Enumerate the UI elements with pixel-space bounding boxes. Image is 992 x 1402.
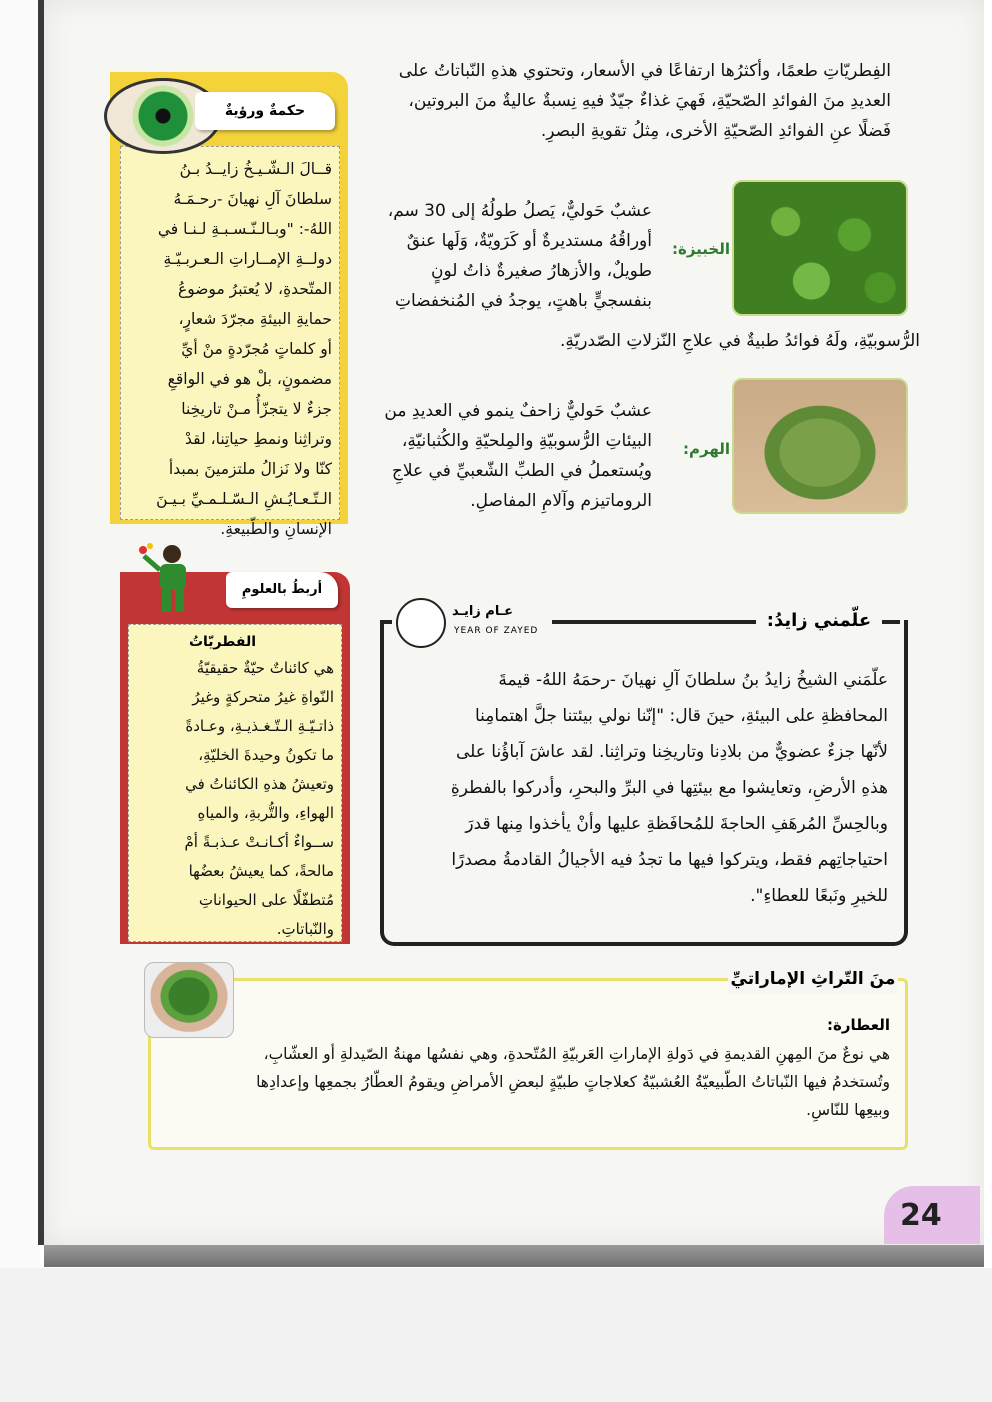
- text-line: الفِطريّاتِ طعمًا، وأكثرُها ارتفاعًا في الأسعار، وتحتوي هذهِ النّباتاتُ على: [398, 61, 891, 81]
- text-line: للخيرِ ونَبعًا للعطاءِ".: [750, 886, 888, 906]
- heritage-subtitle: العطارة:: [827, 1016, 890, 1034]
- wisdom-title: حكمةٌ ورؤيةٌ: [195, 92, 335, 130]
- text-line: مالحةً، كما يعيشُ بعضُها: [188, 862, 334, 880]
- text-line: جزءٌ لا يتجزّأُ مـنْ تاريخِنا: [181, 400, 332, 418]
- page-bottom-band: [44, 1245, 984, 1267]
- mallow-description: [362, 196, 652, 316]
- text-line: المتّحدةِ، لا يُعتبرُ موضوعُ: [178, 280, 332, 298]
- text-line: لأنّها جزءٌ عضويٌّ من بلادِنا وتاريخِنا وتراثِنا. لقد عاشَ آباؤُنا على: [455, 742, 888, 762]
- text-line: الإنسانِ والطّبيعةِ.: [220, 520, 332, 538]
- text-line: حمايةِ البيئةِ مجرّدَ شعارٍ،: [178, 310, 332, 328]
- mallow-description-tail: الرُّسوبيّةِ، ولَهُ فوائدُ طبيةٌ في علاجِ النّزلاتِ الصّدريّةِ.: [560, 331, 920, 351]
- page-number: 24: [900, 1198, 942, 1233]
- heritage-body: [170, 1040, 890, 1124]
- text-line: سلطانَ آلِ نهيانَ -رحـمَـهُ: [173, 190, 332, 208]
- text-line: هي نوعٌ منَ المِهنِ القديمةِ في دَولةِ الإماراتِ العَربيّةِ المُتّحدةِ، وهي نفسُها مهنةُ الصّيدلةِ أو العشّابِ،: [263, 1045, 890, 1063]
- haram-description: [360, 396, 652, 516]
- text-line: البيئاتِ الرُّسوبيّةِ والمِلحيّةِ والكُثبانيّةِ،: [401, 431, 652, 451]
- text-line: كنّا ولا نَزالُ ملتزمينَ بمبدأ: [168, 460, 332, 478]
- sheikh-portrait-icon: [396, 598, 446, 648]
- text-line: ذاتـيّـةِ الـتّـغـذيـةِ، وعـادةً: [185, 717, 334, 735]
- text-line: وبالحِسِّ المُرهَفِ الحاجةَ للمُحافَظةِ عليها وأنْ يأخذوا مِنها قدرَ: [465, 814, 888, 834]
- wisdom-quote: [124, 154, 332, 544]
- text-line: الهواءِ، والتُّربةِ، والمياهِ: [197, 804, 334, 822]
- text-line: عشبٌ حَوليٌّ زاحفٌ ينمو في العديدِ من: [384, 401, 652, 421]
- text-line: مُتطفّلًا على الحيواناتِ: [198, 891, 334, 909]
- text-line: دولــةِ الإمــاراتِ الـعـربـيّـةِ: [163, 250, 332, 268]
- text-line: قــالَ الـشّـيـخُ زايــدُ بـنُ: [179, 160, 332, 178]
- text-line: وتُستخدمُ فيها النّباتاتُ الطّبيعيّةُ العُشبيّةُ كعلاجاتٍ طبيّةٍ لبعضِ الأمراضِ ويقومُ العطّارُ بجمعِها وإعدادِها: [256, 1073, 890, 1091]
- scanner-background: [0, 1268, 992, 1402]
- text-line: مضمونٍ، بلْ هو في الواقعِ: [167, 370, 332, 388]
- text-line: وتراثِنا ونمطِ حياتِنا، لقدْ: [184, 430, 332, 448]
- text-line: عشبٌ حَوليٌّ، يَصلُ طولُهُ إلى 30 سم،: [387, 201, 652, 221]
- text-line: النّواةِ غيرُ متحركةٍ وغيرُ: [192, 688, 334, 706]
- text-line: العديدِ منَ الفوائدِ الصّحيّةِ، فَهيَ غذاءٌ جيّدٌ فيهِ نِسبةٌ عاليةٌ منَ البروتين،: [408, 91, 891, 111]
- herbs-in-hands-image: [144, 962, 234, 1038]
- science-title: أربطُ بالعلومِ: [226, 572, 338, 608]
- text-line: بنفسجيٍّ باهتٍ، يوجدُ في المُنخفضاتِ: [394, 291, 652, 311]
- scan-margin: [0, 0, 40, 1268]
- child-illustration-icon: [138, 540, 198, 618]
- text-line: اللهُ-: "وبـالـنّـسـبـةِ لـنـا في: [157, 220, 332, 238]
- plant-label-haram: الهرم:: [683, 440, 730, 458]
- text-line: هذهِ الأرضِ، وتعايشوا مع بيئتِها في البرِّ والبحرِ، وأدركوا بالفطرةِ: [450, 778, 888, 798]
- text-line: طويلٌ، والأزهارُ صغيرةٌ ذاتُ لونٍ: [430, 261, 652, 281]
- text-line: وتعيشُ هذهِ الكائناتُ في: [185, 775, 334, 793]
- text-line: ســواءٌ أكـانـتْ عـذبـةً أمْ: [184, 833, 334, 851]
- zayed-quote: [392, 662, 888, 914]
- year-of-zayed-logo: [392, 596, 552, 648]
- text-line: احتياجاتِهم فقط، ويتركوا فيها ما تجدُ فيه الأجيالُ القادمةُ مصدرًا: [451, 850, 888, 870]
- science-body: [134, 654, 334, 944]
- plant-label-mallow: الخبيزة:: [671, 240, 730, 258]
- intro-paragraph: [366, 56, 891, 146]
- text-line: الروماتيزم وآلامِ المفاصلِ.: [470, 491, 652, 511]
- text-line: الـتّـعـايُـشِ الـسّـلـمـيِّ بـيـنَ: [156, 490, 332, 508]
- heritage-heading: منَ التّراثِ الإماراتيِّ: [728, 964, 898, 994]
- text-line: وبيعِها للنّاسِ.: [806, 1101, 890, 1119]
- text-line: المحافظةِ على البيئةِ، حينَ قال: "إنّنا نولي بيئتنا جلَّ اهتمامِنا: [474, 706, 888, 726]
- science-subtitle: الفطريّاتُ: [188, 634, 256, 650]
- text-line: أوراقُهُ مستديرةٌ أو كَرَويّةٌ، وَلَها عنقٌ: [406, 231, 652, 251]
- haram-plant-image: [732, 378, 908, 514]
- text-line: هي كائناتٌ حيّةٌ حقيقيّةُ: [196, 659, 334, 677]
- text-line: أو كلماتٍ مُجرّدةٍ منْ أيِّ: [181, 340, 332, 358]
- text-line: ما تكونُ وحيدةَ الخليّةِ،: [198, 746, 334, 764]
- text-line: ويُستعملُ في الطبِّ الشّعبيِّ في علاجِ: [391, 461, 652, 481]
- text-line: والنّباتاتِ.: [276, 920, 334, 938]
- mallow-plant-image: [732, 180, 908, 316]
- logo-english-text: YEAR OF ZAYED: [454, 626, 539, 636]
- text-line: علّمَني الشيخُ زايدُ بنُ سلطانَ آلِ نهيانَ -رحمَهُ اللهُ- قيمةَ: [498, 670, 888, 690]
- zayed-heading: علّمني زايدُ:: [756, 604, 882, 638]
- logo-arabic-text: عـام زايـد: [452, 604, 514, 619]
- text-line: فَضلًا عنِ الفوائدِ الصّحيّةِ الأخرى، مِثلُ تقويةِ البصرِ.: [540, 121, 891, 141]
